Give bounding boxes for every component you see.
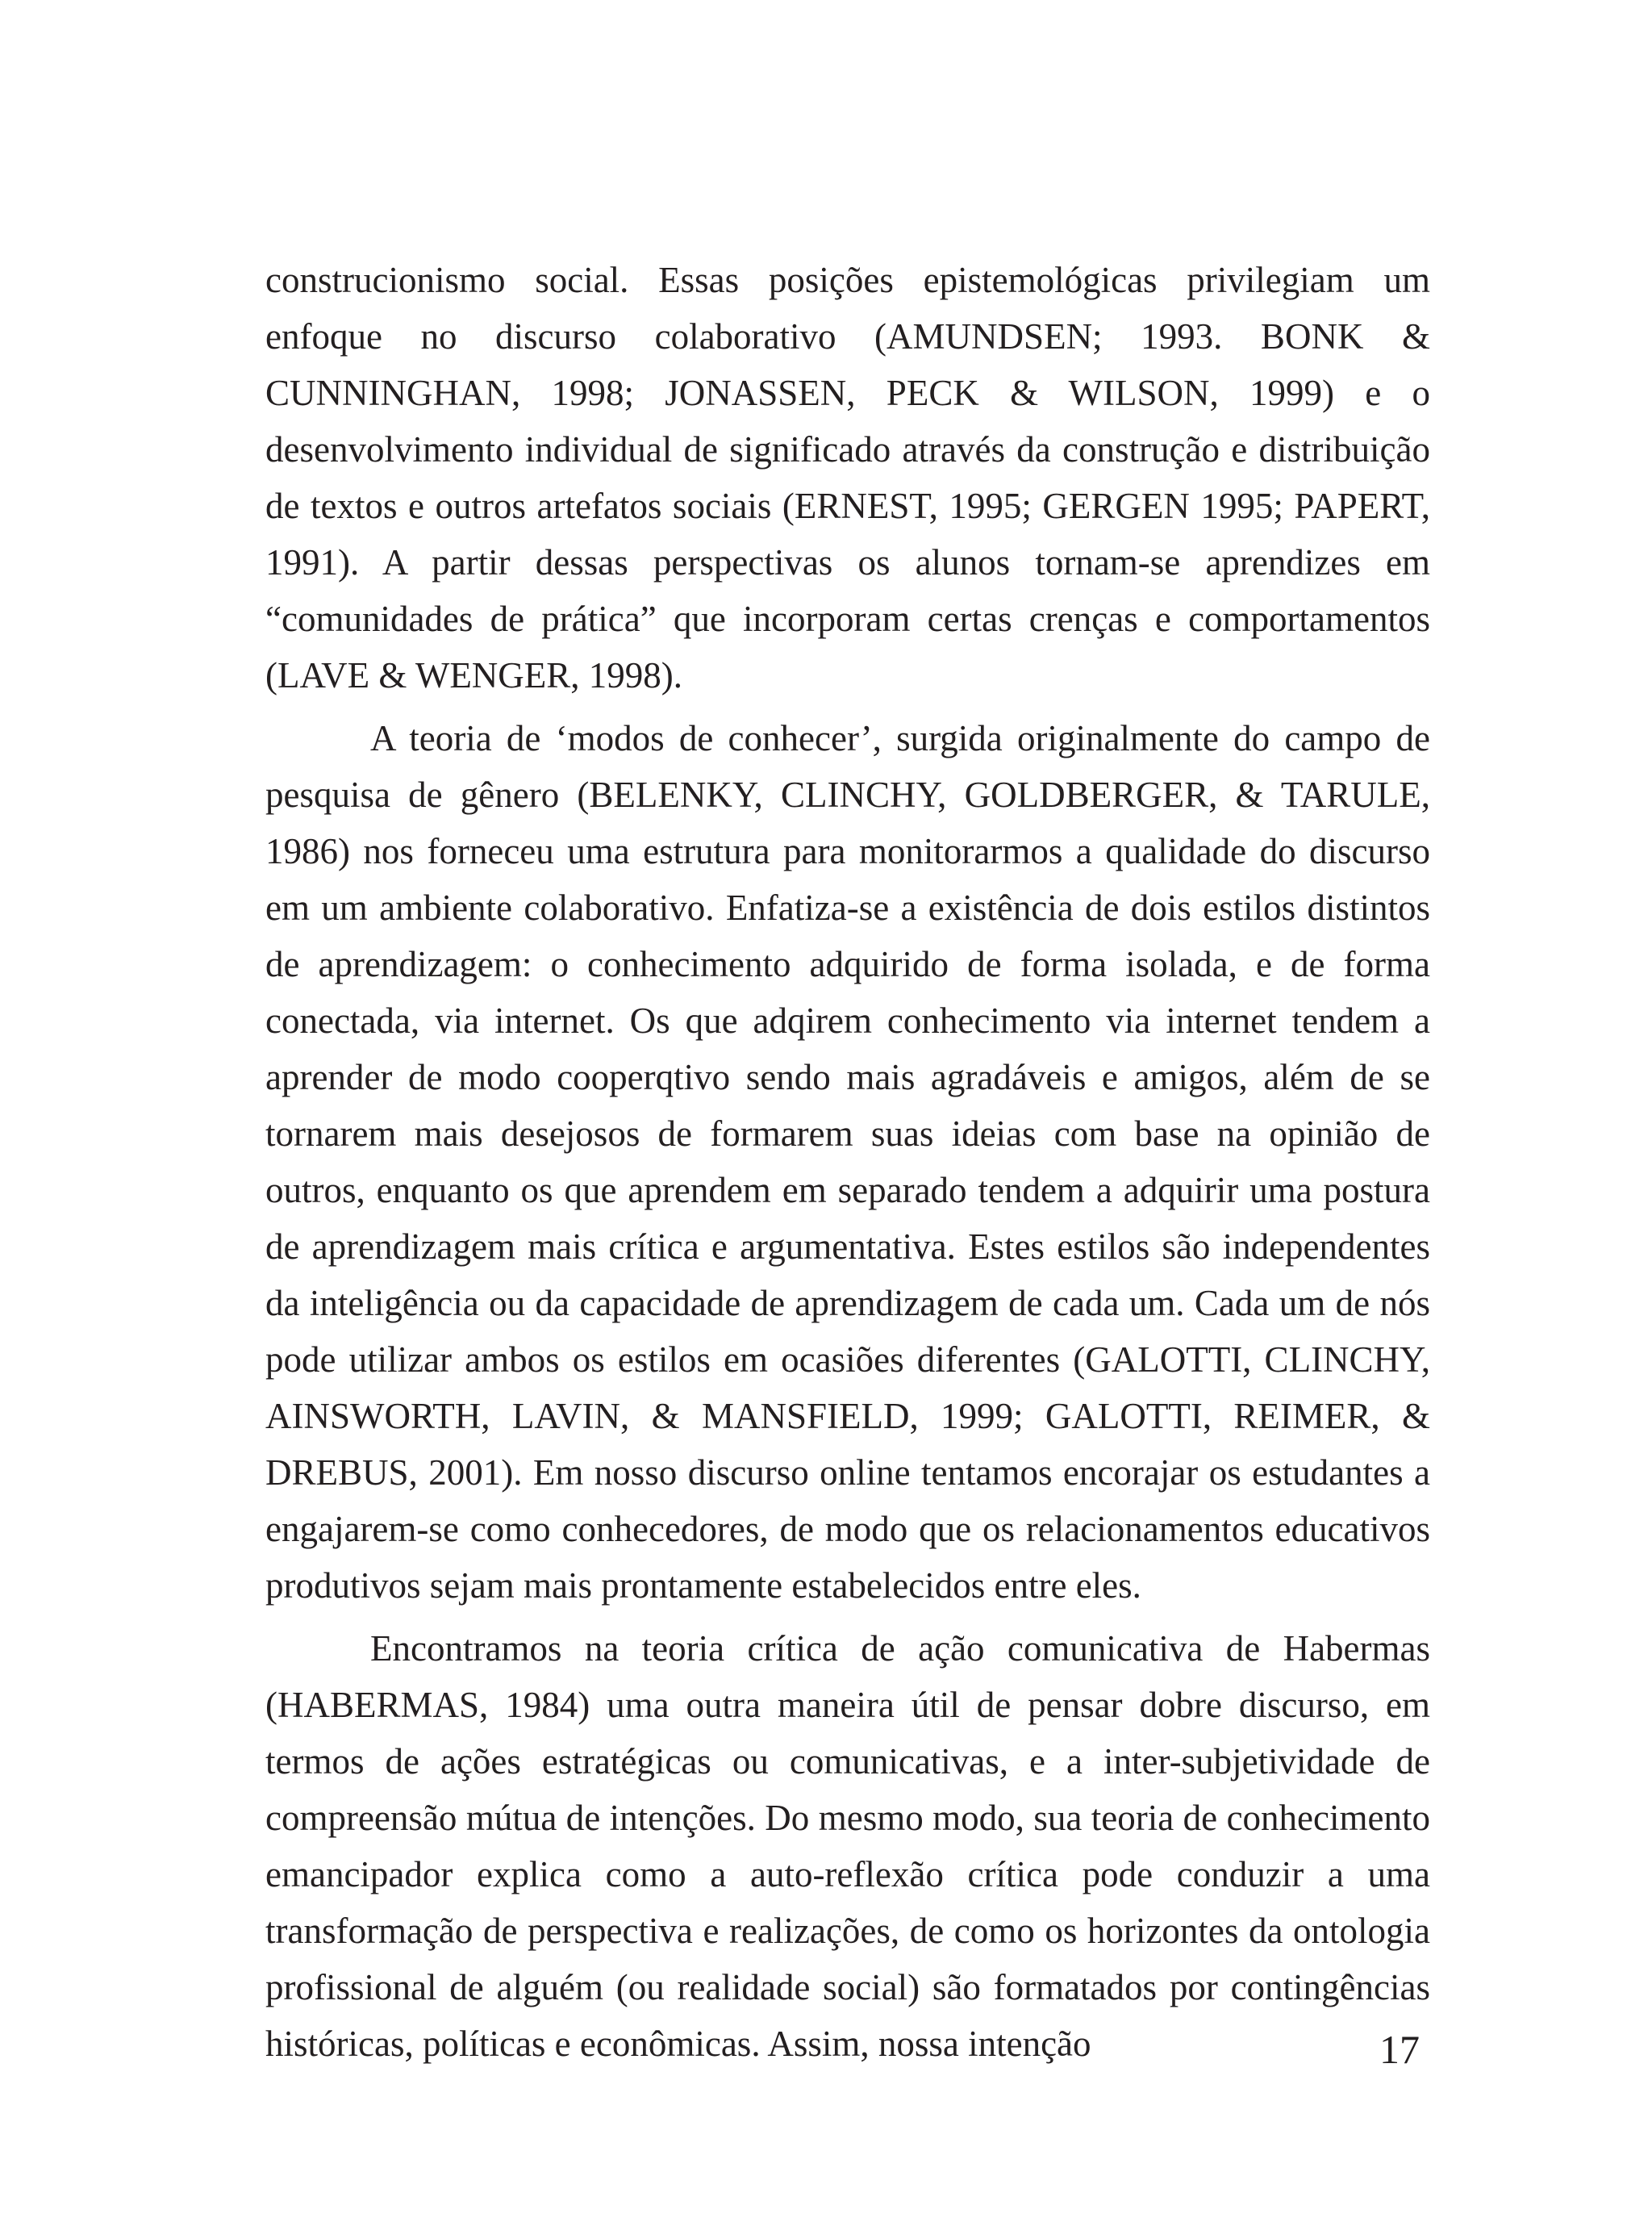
page-number: 17 bbox=[1379, 2027, 1420, 2072]
paragraph-continuation: construcionismo social. Essas posições epistemológicas privilegiam um enfoque no discurso colaborativo (AMUNDSEN; 1993. BONK & CUNNINGHAN, 1998; JONASSEN, PECK & WILSON, 1999) e o desenvolvimento individual de significado através da construção e distribuição de textos e outros artefatos sociais (ERNEST, 1995; GERGEN 1995; PAPERT, 1991). A partir dessas perspectivas os alunos tornam-se aprendizes em “comunidades de prática” que incorporam certas crenças e comportamentos (LAVE & WENGER, 1998). bbox=[265, 260, 1430, 696]
paragraph-habermas: Encontramos na teoria crítica de ação comunicativa de Habermas (HABERMAS, 1984) uma outra maneira útil de pensar dobre discurso, em termos de ações estratégicas ou comunicativas, e a inter-subjetividade de compreensão mútua de intenções. Do mesmo modo, sua teoria de conhecimento emancipador explica como a auto-reflexão crítica pode conduzir a uma transformação de perspectiva e realizações, de como os horizontes da ontologia profissional de alguém (ou realidade social) são formatados por contingências históricas, políticas e econômicas. Assim, nossa intenção bbox=[265, 1628, 1430, 2064]
body-text bbox=[265, 252, 1430, 2078]
paragraph-modos-de-conhecer: A teoria de ‘modos de conhecer’, surgida originalmente do campo de pesquisa de gênero (BELENKY, CLINCHY, GOLDBERGER, & TARULE, 1986) nos forneceu uma estrutura para monitorarmos a qualidade do discurso em um ambiente colaborativo. Enfatiza-se a existência de dois estilos distintos de aprendizagem: o conhecimento adquirido de forma isolada, e de forma conectada, via internet. Os que adqirem conhecimento via internet tendem a aprender de modo cooperqtivo sendo mais agradáveis e amigos, além de se tornarem mais desejosos de formarem suas ideias com base na opinião de outros, enquanto os que aprendem em separado tendem a adquirir uma postura de aprendizagem mais crítica e argumentativa. Estes estilos são independentes da inteligência ou da capacidade de aprendizagem de cada um. Cada um de nós pode utilizar ambos os estilos em ocasiões diferentes (GALOTTI, CLINCHY, AINSWORTH, LAVIN, & MANSFIELD, 1999; GALOTTI, REIMER, & DREBUS, 2001). Em nosso discurso online tentamos encorajar os estudantes a engajarem-se como conhecedores, de modo que os relacionamentos educativos produtivos sejam mais prontamente estabelecidos entre eles. bbox=[265, 718, 1430, 1606]
